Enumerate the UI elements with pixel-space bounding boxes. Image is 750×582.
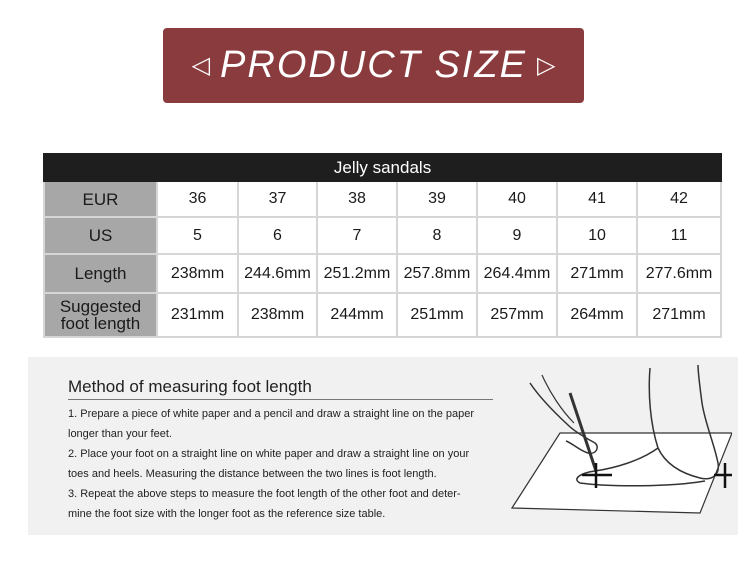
table-cell: 42: [637, 181, 721, 217]
step-line: 3. Repeat the above steps to measure the foot length of the other foot and deter-: [68, 488, 461, 500]
table-cell: 10: [557, 217, 637, 254]
table-row-length: [44, 254, 721, 293]
table-cell: 38: [317, 181, 397, 217]
row-label-line: Suggested: [59, 297, 142, 316]
table-cell: 9: [477, 217, 557, 254]
right-triangle-icon: ▷: [536, 51, 556, 79]
paper-sheet: [512, 433, 732, 513]
row-label-foot-length: [44, 293, 157, 337]
title-divider: [68, 399, 493, 400]
step-line: 1. Prepare a piece of white paper and a pencil and draw a straight line on the paper: [68, 408, 475, 420]
step-line: toes and heels. Measuring the distance between the two lines is foot length.: [68, 468, 437, 480]
table-cell: 244mm: [317, 293, 397, 337]
table-cell: 277.6mm: [637, 254, 721, 293]
measuring-method-panel: [28, 357, 738, 535]
table-cell: 37: [238, 181, 317, 217]
table-row-us: [44, 217, 721, 254]
table-cell: 238mm: [157, 254, 238, 293]
table-cell: 40: [477, 181, 557, 217]
table-title: Jelly sandals: [44, 154, 721, 181]
table-cell: 5: [157, 217, 238, 254]
row-label-length: Length: [44, 254, 157, 293]
table-cell: 231mm: [157, 293, 238, 337]
table-cell: 8: [397, 217, 477, 254]
table-cell: 36: [157, 181, 238, 217]
table-cell: 264mm: [557, 293, 637, 337]
banner-title: PRODUCT SIZE: [220, 44, 527, 86]
step-line: longer than your feet.: [68, 428, 172, 440]
table-cell: 271mm: [637, 293, 721, 337]
left-triangle-icon: ◁: [191, 51, 211, 79]
table-cell: 257mm: [477, 293, 557, 337]
table-cell: 257.8mm: [397, 254, 477, 293]
table-cell: 11: [637, 217, 721, 254]
table-cell: 244.6mm: [238, 254, 317, 293]
row-label-us: US: [44, 217, 157, 254]
table-cell: 39: [397, 181, 477, 217]
table-header-row: [44, 154, 721, 181]
step-line: mine the foot size with the longer foot as the reference size table.: [68, 508, 386, 520]
table-cell: 41: [557, 181, 637, 217]
method-title: Method of measuring foot length: [68, 377, 312, 396]
table-row-eur: [44, 181, 721, 217]
table-cell: 271mm: [557, 254, 637, 293]
product-size-banner: [163, 28, 584, 103]
row-label-eur: EUR: [44, 181, 157, 217]
size-table: [43, 153, 722, 338]
row-label-line: foot length: [60, 314, 141, 333]
table-cell: 251mm: [397, 293, 477, 337]
table-cell: 7: [317, 217, 397, 254]
table-cell: 264.4mm: [477, 254, 557, 293]
table-cell: 238mm: [238, 293, 317, 337]
method-steps: [68, 404, 498, 524]
table-row-foot-length: [44, 293, 721, 337]
step-line: 2. Place your foot on a straight line on white paper and draw a straight line on your: [68, 448, 470, 460]
foot-measuring-illustration: [500, 363, 732, 523]
table-cell: 251.2mm: [317, 254, 397, 293]
table-cell: 6: [238, 217, 317, 254]
